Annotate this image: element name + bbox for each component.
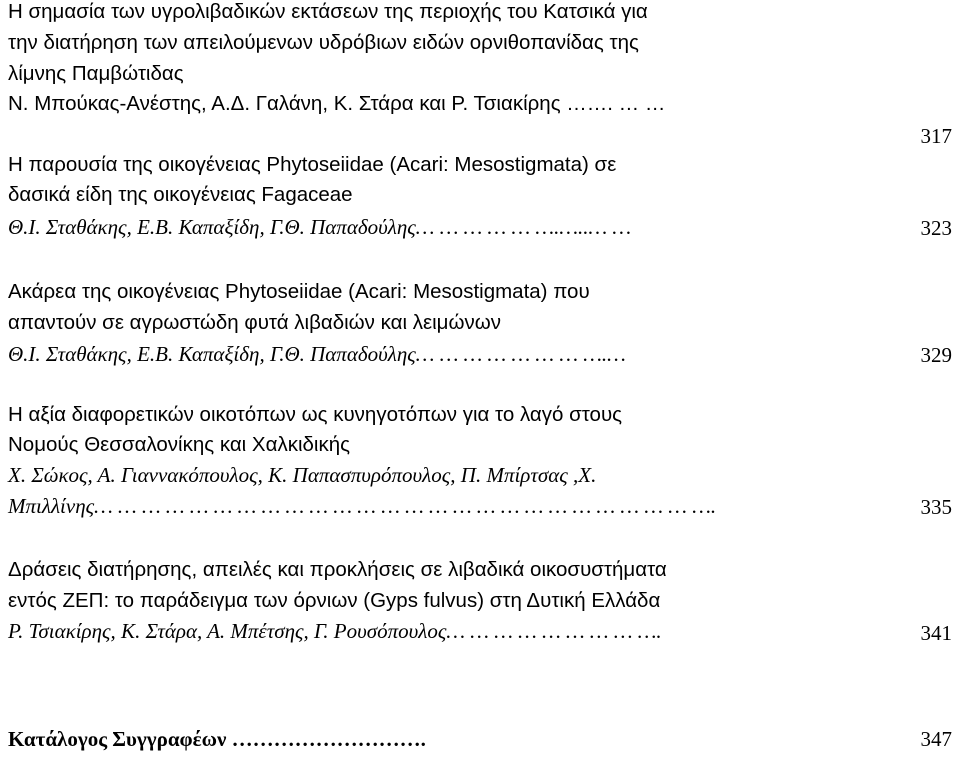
toc-entry-4-authors-line-2: Μπιλλίνης… … … … … … … … … … … … … … … … … … … … … … … … … …. — [8, 494, 717, 518]
toc-entry-3-title-line-1: Ακάρεα της οικογένειας Phytoseiidae (Acari: Mesostigmata) που — [8, 280, 590, 303]
toc-entry-4-page: 335 — [920, 495, 952, 519]
toc-entry-2-page: 323 — [920, 216, 952, 240]
toc-entry-2-title-line-1: Η παρουσία της οικογένειας Phytoseiidae (Acari: Mesostigmata) σε — [8, 153, 617, 176]
toc-entry-5-title-line-1: Δράσεις διατήρησης, απειλές και προκλήσεις σε λιβαδικά οικοσυστήματα — [8, 558, 667, 581]
toc-entry-1-title-line-3: λίμνης Παμβώτιδας — [8, 62, 184, 85]
toc-entry-3-authors: Θ.Ι. Σταθάκης, Ε.Β. Καπαξίδη, Γ.Θ. Παπαδούλης… … … … … … … ….… — [8, 342, 626, 366]
toc-entry-4-authors-line-1: Χ. Σώκος, Α. Γιαννακόπουλος, Κ. Παπασπυρόπουλος, Π. Μπίρτσας ,Χ. — [8, 463, 597, 487]
toc-entry-4-title-line-2: Νομούς Θεσσαλονίκης και Χαλκιδικής — [8, 433, 350, 456]
toc-entry-2-title-line-2: δασικά είδη της οικογένειας Fagaceae — [8, 183, 353, 206]
toc-entry-5-page: 341 — [920, 621, 952, 645]
toc-entry-3-page: 329 — [920, 343, 952, 367]
toc-entry-1-title-line-2: την διατήρηση των απειλούμενων υδρόβιων ειδών ορνιθοπανίδας της — [8, 31, 639, 54]
author-index-label: Κατάλογος Συγγραφέων ………………………. — [8, 727, 426, 751]
toc-entry-4-title-line-1: Η αξία διαφορετικών οικοτόπων ως κυνηγοτόπων για το λαγό στους — [8, 403, 623, 426]
toc-entry-3-title-line-2: απαντούν σε αγρωστώδη φυτά λιβαδιών και λειμώνων — [8, 311, 501, 334]
toc-entry-5-title-line-2: εντός ΖΕΠ: το παράδειγμα των όρνιων (Gyps fulvus) στη Δυτική Ελλάδα — [8, 589, 661, 612]
toc-entry-2-authors: Θ.Ι. Σταθάκης, Ε.Β. Καπαξίδη, Γ.Θ. Παπαδούλης… … … … … ….…..… … — [8, 215, 632, 239]
toc-entry-5-authors: Ρ. Τσιακίρης, Κ. Στάρα, Α. Μπέτσης, Γ. Ρουσόπουλος… … … … … … … … …. — [8, 619, 662, 643]
author-index-page: 347 — [920, 727, 952, 751]
toc-entry-1-page: 317 — [920, 124, 952, 148]
toc-entry-1-authors: Ν. Μπούκας-Ανέστης, Α.Δ. Γαλάνη, Κ. Στάρα και Ρ. Τσιακίρης ……. … … — [8, 92, 666, 115]
toc-entry-1-title-line-1: Η σημασία των υγρολιβαδικών εκτάσεων της περιοχής του Κατσικά για — [8, 0, 648, 23]
